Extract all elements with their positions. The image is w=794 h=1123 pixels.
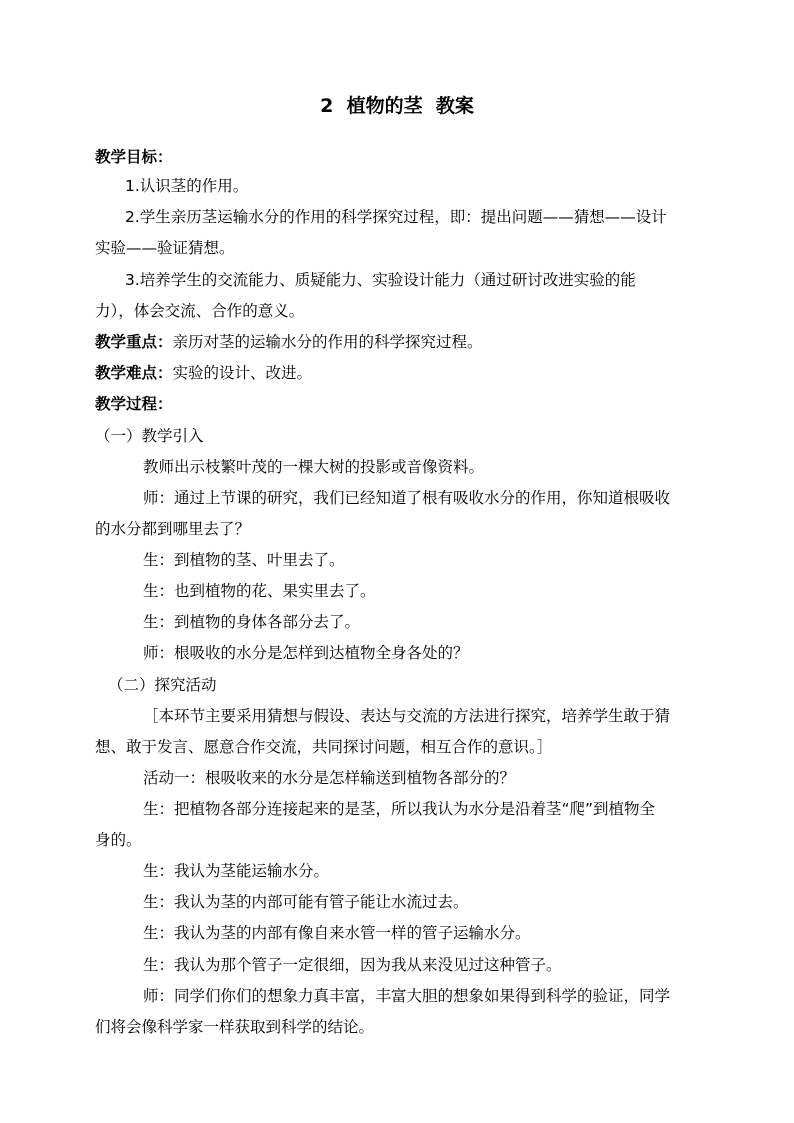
paragraph-line: 生：把植物各部分连接起来的是茎，所以我认为水分是沿着茎“爬”到植物全 bbox=[143, 800, 656, 818]
section-heading: （二）探究活动 bbox=[108, 676, 217, 694]
paragraph-line: 师：同学们你们的想象力真丰富，丰富大胆的想象如果得到科学的验证，同学 bbox=[143, 987, 671, 1005]
paragraph-line: 生：也到植物的花、果实里去了。 bbox=[143, 582, 376, 600]
key-point bbox=[95, 332, 483, 352]
paragraph-line: 师：通过上节课的研究，我们已经知道了根有吸收水分的作用，你知道根吸收 bbox=[143, 489, 671, 507]
paragraph-line: 生：我认为茎能运输水分。 bbox=[143, 862, 330, 880]
document-title: 2 植物的茎 教案 bbox=[320, 95, 474, 117]
paragraph-line: 师：根吸收的水分是怎样到达植物全身各处的？ bbox=[143, 644, 469, 662]
paragraph-line: 活动一：根吸收来的水分是怎样输送到植物各部分的？ bbox=[143, 769, 516, 787]
paragraph-line: 们将会像科学家一样获取到科学的结论。 bbox=[95, 1018, 375, 1036]
objective-line: 实验——验证猜想。 bbox=[95, 239, 235, 257]
difficulty-text: 实验的设计、改进。 bbox=[172, 364, 313, 382]
difficulty-label: 教学难点： bbox=[95, 364, 173, 382]
paragraph-line: 生：我认为茎的内部有像自来水管一样的管子运输水分。 bbox=[143, 924, 531, 942]
key-point-text: 亲历对茎的运输水分的作用的科学探究过程。 bbox=[172, 333, 483, 351]
paragraph-line: 生：到植物的身体各部分去了。 bbox=[143, 613, 361, 631]
key-point-label: 教学重点： bbox=[95, 333, 173, 351]
objectives-heading: 教学目标： bbox=[95, 148, 173, 166]
difficulty-point bbox=[95, 363, 312, 383]
process-heading: 教学过程： bbox=[95, 395, 173, 413]
objective-line: 2.学生亲历茎运输水分的作用的科学探究过程，即：提出问题——猜想——设计 bbox=[125, 208, 667, 226]
paragraph-line: 教师出示枝繁叶茂的一棵大树的投影或音像资料。 bbox=[143, 458, 485, 476]
paragraph-line: 想、敢于发言、愿意合作交流，共同探讨问题，相互合作的意识。］ bbox=[95, 738, 553, 756]
paragraph-line: 生：我认为茎的内部可能有管子能让水流过去。 bbox=[143, 893, 469, 911]
section-heading: （一）教学引入 bbox=[95, 427, 204, 445]
paragraph-line: ［本环节主要采用猜想与假设、表达与交流的方法进行探究，培养学生敢于猜 bbox=[143, 707, 671, 725]
paragraph-line: 生：到植物的茎、叶里去了。 bbox=[143, 551, 345, 569]
objective-line: 力），体会交流、合作的意义。 bbox=[95, 302, 305, 320]
paragraph-line: 身的。 bbox=[95, 831, 142, 849]
objective-line: 3.培养学生的交流能力、质疑能力、实验设计能力（通过研讨改进实验的能 bbox=[125, 271, 636, 289]
objective-line: 1.认识茎的作用。 bbox=[125, 177, 249, 195]
paragraph-line: 的水分都到哪里去了？ bbox=[95, 520, 251, 538]
paragraph-line: 生：我认为那个管子一定很细，因为我从来没见过这种管子。 bbox=[143, 956, 562, 974]
